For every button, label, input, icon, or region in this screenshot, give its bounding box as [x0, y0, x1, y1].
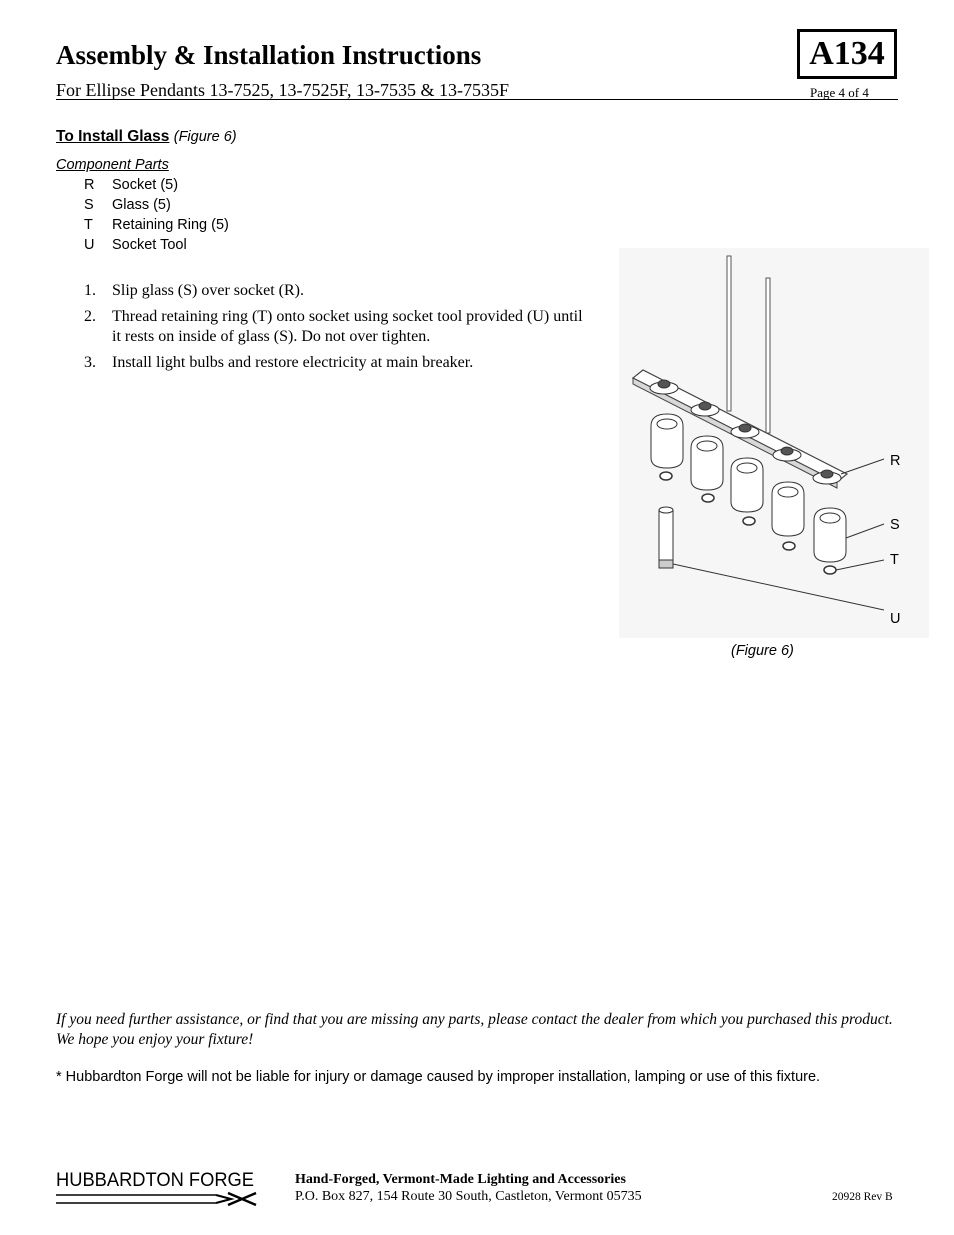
part-name: Socket (5)	[112, 177, 179, 193]
figure-label-s: S	[890, 517, 900, 533]
part-name: Retaining Ring (5)	[112, 217, 229, 233]
part-letter: T	[84, 217, 93, 233]
instruction-step	[84, 281, 584, 301]
component-part-row	[84, 237, 187, 253]
figure-caption: (Figure 6)	[731, 643, 794, 659]
logo-text: HUBBARDTON FORGE	[56, 1170, 254, 1191]
figure-label-u: U	[890, 611, 901, 627]
figure-label-r: R	[890, 453, 901, 469]
part-name: Socket Tool	[112, 237, 187, 253]
page-number: Page 4 of 4	[810, 85, 869, 100]
document-code-box: A134	[797, 29, 897, 79]
section-heading	[56, 128, 237, 146]
liability-disclaimer: * Hubbardton Forge will not be liable for injury or damage caused by improper installation, lamping or use of this fixture.	[56, 1069, 821, 1085]
component-part-row	[84, 197, 171, 213]
footer-tagline: Hand-Forged, Vermont-Made Lighting and Accessories	[295, 1172, 626, 1187]
figure-6-illustration	[619, 248, 929, 638]
document-subtitle: For Ellipse Pendants 13-7525, 13-7525F, 13-7535 & 13-7535F	[56, 80, 510, 100]
socket-tool	[659, 507, 673, 568]
section-figure-ref: (Figure 6)	[173, 129, 237, 145]
step-number: 2.	[84, 308, 96, 325]
header-divider	[56, 99, 898, 100]
component-part-row	[84, 177, 178, 193]
instruction-step	[84, 307, 584, 347]
part-name: Glass (5)	[112, 197, 171, 213]
instruction-step	[84, 353, 584, 373]
hubbardton-forge-logo	[56, 1168, 261, 1210]
part-letter: R	[84, 177, 95, 193]
assistance-note: If you need further assistance, or find that you are missing any parts, please contact the dealer from which you purchased this product. We hope you enjoy your fixture!	[56, 1011, 893, 1048]
step-text: Install light bulbs and restore electricity at main breaker.	[112, 354, 474, 371]
step-number: 3.	[84, 354, 96, 371]
part-letter: S	[84, 197, 94, 213]
footer-address: P.O. Box 827, 154 Route 30 South, Castleton, Vermont 05735	[295, 1189, 642, 1204]
step-number: 1.	[84, 282, 96, 299]
section-title: To Install Glass	[56, 128, 170, 145]
part-letter: U	[84, 237, 95, 253]
revision-number: 20928 Rev B	[832, 1191, 893, 1203]
components-title: Component Parts	[56, 157, 169, 173]
instruction-steps	[84, 281, 584, 379]
document-title: Assembly & Installation Instructions	[56, 40, 482, 70]
step-text: Slip glass (S) over socket (R).	[112, 282, 304, 299]
step-text: Thread retaining ring (T) onto socket using socket tool provided (U) until it rests on inside of glass (S). Do not over tighten.	[112, 308, 583, 345]
component-part-row	[84, 217, 229, 233]
figure-label-t: T	[890, 552, 899, 568]
